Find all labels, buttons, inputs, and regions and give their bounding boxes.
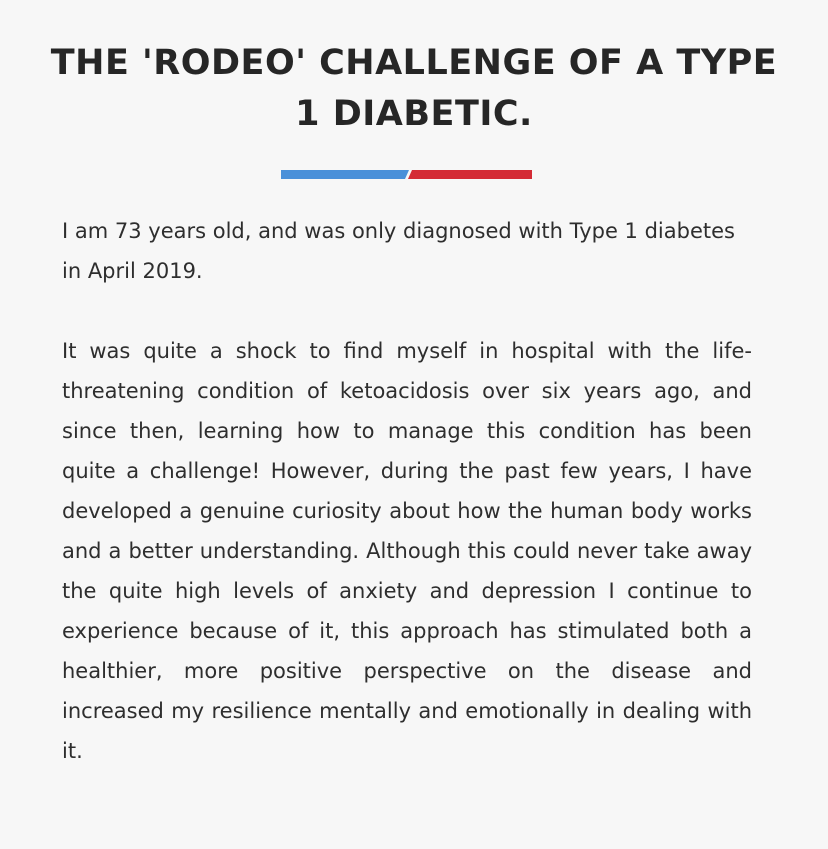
paragraph-spacer [62,291,752,331]
divider-blue-segment [281,170,409,179]
title-divider [281,170,532,179]
paragraph-story: It was quite a shock to find myself in hospital with the life-threatening condition of ketoacidosis over six years ago, and since then, learning how to manage this condition has been quite a challenge! However, during the past few years, I have developed a genuine curiosity about how the human body works and a better understanding. Although this could never take away the quite high levels of anxiety and depression I continue to experience because of it, this approach has stimulated both a healthier, more positive perspective on the disease and increased my resilience mentally and emotionally in dealing with it. [62,339,752,763]
divider-red-segment [408,170,532,179]
article-body [62,211,752,771]
paragraph-intro: I am 73 years old, and was only diagnosed with Type 1 diabetes in April 2019. [62,219,735,283]
article-title: THE 'RODEO' CHALLENGE OF A TYPE 1 DIABETIC. [50,43,778,134]
